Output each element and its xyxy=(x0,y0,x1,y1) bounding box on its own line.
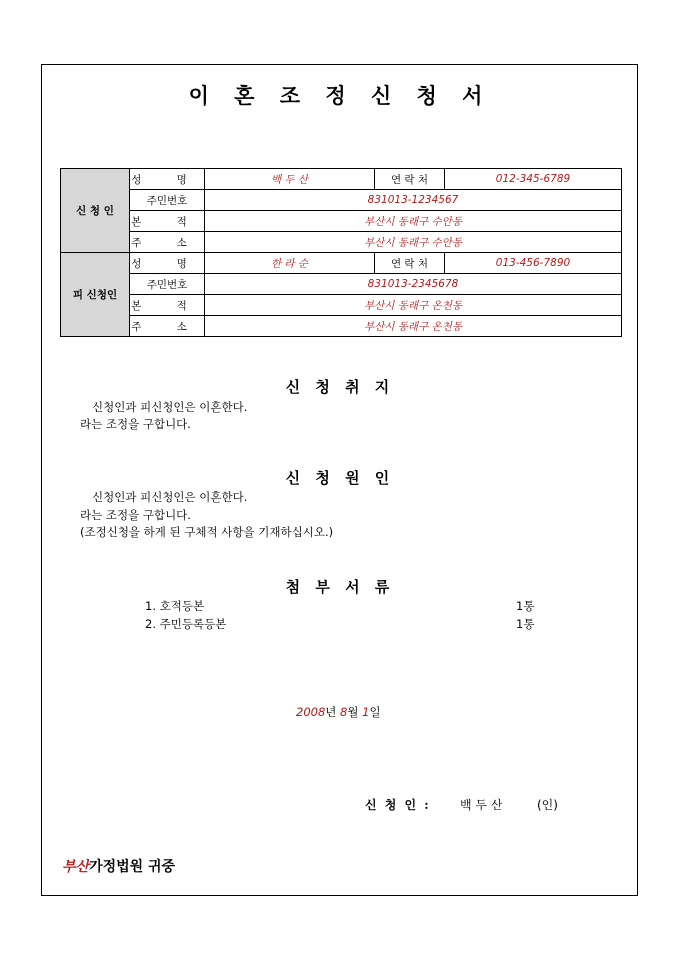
domicile-label: 본 적 xyxy=(130,295,205,316)
contact-label: 연 락 처 xyxy=(375,253,445,274)
applicant-rrn-row xyxy=(61,190,622,211)
rrn-label: 주민번호 xyxy=(130,190,205,211)
date-year-suffix: 년 xyxy=(325,705,341,719)
domicile-label: 본 적 xyxy=(130,211,205,232)
filing-date xyxy=(296,704,381,720)
court-addressee xyxy=(62,856,175,876)
cause-line-3: (조정신청을 하게 된 구체적 사항을 기재하십시오.) xyxy=(80,525,334,539)
name-label: 성 명 xyxy=(130,169,205,190)
applicant-role-label: 신 청 인 xyxy=(61,169,130,253)
respondent-name: 한 라 순 xyxy=(205,253,375,274)
contact-label: 연 락 처 xyxy=(375,169,445,190)
purpose-line-1: 신청인과 피신청인은 이혼한다. xyxy=(92,400,248,414)
court-name: 가정법원 귀중 xyxy=(89,859,176,875)
applicant-rrn: 831013-1234567 xyxy=(205,190,622,211)
party-info-table xyxy=(60,168,622,337)
date-year: 2008 xyxy=(296,705,326,719)
cause-line-1: 신청인과 피신청인은 이혼한다. xyxy=(92,490,248,504)
respondent-name-row xyxy=(61,253,622,274)
applicant-name-row xyxy=(61,169,622,190)
respondent-rrn: 831013-2345678 xyxy=(205,274,622,295)
document-title: 이 혼 조 정 신 청 서 xyxy=(188,83,492,108)
purpose-line-2: 라는 조정을 구합니다. xyxy=(80,417,191,431)
applicant-domicile-row xyxy=(61,211,622,232)
respondent-contact: 013-456-7890 xyxy=(445,253,622,274)
respondent-address: 부산시 동래구 온천동 xyxy=(205,316,622,337)
attachment-item-count: 1통 xyxy=(516,617,535,631)
address-label: 주 소 xyxy=(130,232,205,253)
signature-label: 신 청 인 : xyxy=(365,798,431,812)
respondent-address-row xyxy=(61,316,622,337)
purpose-heading: 신 청 취 지 xyxy=(285,378,395,396)
attachment-item-count: 1통 xyxy=(516,599,535,613)
cause-line-2: 라는 조정을 구합니다. xyxy=(80,508,191,522)
date-month-suffix: 월 xyxy=(347,705,363,719)
rrn-label: 주민번호 xyxy=(130,274,205,295)
attachments-heading: 첨 부 서 류 xyxy=(285,578,395,596)
attachment-item-label: 1. 호적등본 xyxy=(145,599,205,613)
address-label: 주 소 xyxy=(130,316,205,337)
date-day-suffix: 일 xyxy=(369,705,381,719)
applicant-address: 부산시 동래구 수안동 xyxy=(205,232,622,253)
respondent-rrn-row xyxy=(61,274,622,295)
signature-name: 백 두 산 xyxy=(460,798,503,812)
date-day: 1 xyxy=(362,705,370,719)
respondent-domicile-row xyxy=(61,295,622,316)
signature-seal: (인) xyxy=(537,798,558,812)
applicant-contact: 012-345-6789 xyxy=(445,169,622,190)
respondent-role-label: 피 신청인 xyxy=(61,253,130,337)
court-city: 부산 xyxy=(62,859,90,875)
cause-heading: 신 청 원 인 xyxy=(285,469,395,487)
applicant-name: 백 두 산 xyxy=(205,169,375,190)
attachment-item-label: 2. 주민등록등본 xyxy=(145,617,227,631)
date-month: 8 xyxy=(340,705,348,719)
respondent-domicile: 부산시 동래구 온천동 xyxy=(205,295,622,316)
name-label: 성 명 xyxy=(130,253,205,274)
applicant-address-row xyxy=(61,232,622,253)
applicant-domicile: 부산시 동래구 수안동 xyxy=(205,211,622,232)
